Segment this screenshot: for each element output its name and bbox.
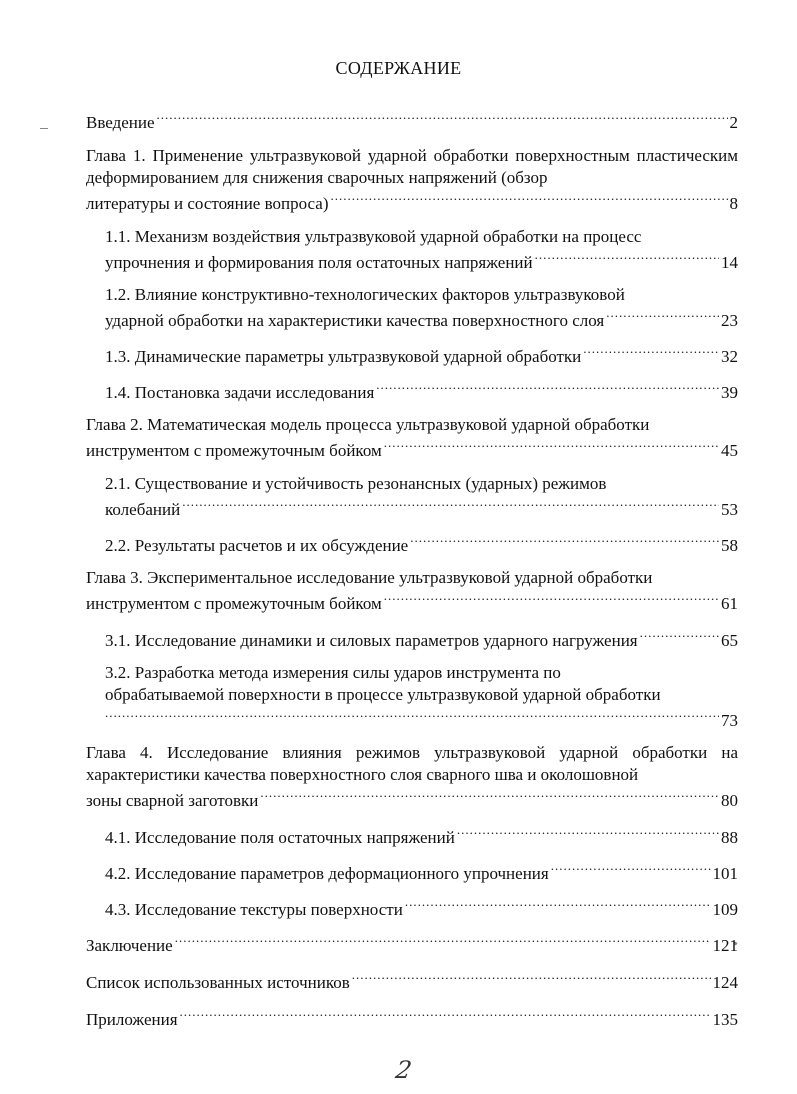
toc-page-number: 65 (721, 631, 738, 650)
toc-page-number: 53 (721, 500, 738, 519)
handwritten-page-number: 2 (393, 1056, 414, 1084)
toc-entry-text: 2.1. Существование и устойчивость резонансных (ударных) режимов (105, 474, 607, 493)
dot-leader (105, 706, 719, 726)
toc-entry-line (86, 589, 738, 615)
toc-item[interactable] (86, 108, 738, 134)
toc-entry-line (105, 895, 738, 921)
toc-subsection[interactable] (86, 895, 738, 921)
toc-subsection[interactable] (86, 823, 738, 849)
toc-entry-title: ударной обработки на характеристики качества поверхностного слоя (105, 311, 605, 330)
dot-leader (583, 342, 719, 362)
dot-leader (551, 859, 711, 879)
toc-entry-title: Заключение (86, 936, 173, 955)
dot-leader (606, 306, 719, 326)
scan-mark (40, 128, 48, 129)
toc-page-number: 14 (721, 253, 738, 272)
toc-entry-line (105, 531, 738, 557)
toc-page-number: 23 (721, 311, 738, 330)
toc-entry-line (86, 931, 738, 957)
toc-page-number: 2 (729, 113, 738, 132)
dot-leader (376, 378, 719, 398)
toc-page-number: 101 (712, 864, 738, 883)
dot-leader (260, 786, 719, 806)
toc-chapter[interactable] (86, 567, 738, 615)
dot-leader (175, 931, 711, 951)
toc-entry-line (105, 823, 738, 849)
toc-subsection[interactable] (86, 284, 738, 332)
toc-entry-text: обрабатываемой поверхности в процессе ультразвуковой ударной обработки (105, 685, 661, 704)
toc-entry-line (105, 626, 738, 652)
toc-entry-line (105, 306, 738, 332)
toc-page-number: 109 (712, 900, 738, 919)
toc-entry-title: инструментом с промежуточным бойком (86, 441, 382, 460)
toc-entry-text: Глава 4. Исследование влияния режимов ультразвуковой ударной обработки на характеристики качества поверхностного слоя сварного шва и околошовной (86, 743, 738, 784)
toc-subsection[interactable] (86, 626, 738, 652)
toc-entry-line (105, 859, 738, 885)
dot-leader (157, 108, 728, 128)
dot-leader (410, 531, 719, 551)
toc-subsection[interactable] (86, 859, 738, 885)
toc-page-number: 88 (721, 828, 738, 847)
toc-page-number: 58 (721, 536, 738, 555)
toc-entry-title: 1.3. Динамические параметры ультразвуковой ударной обработки (105, 347, 582, 366)
toc-entry-title: Введение (86, 113, 155, 132)
toc-item[interactable] (86, 931, 738, 957)
toc-page-number: 135 (712, 1010, 738, 1029)
toc-subsection[interactable] (86, 342, 738, 368)
toc-entry-line (105, 706, 738, 732)
toc-subsection[interactable] (86, 226, 738, 274)
toc-item[interactable] (86, 968, 738, 994)
toc-entry-text: 3.2. Разработка метода измерения силы ударов инструмента по (105, 663, 561, 682)
toc-entry-title: колебаний (105, 500, 181, 519)
page-title: СОДЕРЖАНИЕ (335, 58, 462, 78)
toc-page-number: 39 (721, 383, 738, 402)
toc-entry-title: 4.2. Исследование параметров деформационного упрочнения (105, 864, 549, 883)
toc-entry-title: инструментом с промежуточным бойком (86, 594, 382, 613)
toc-entry-line (86, 786, 738, 812)
toc-item[interactable] (86, 1005, 738, 1031)
toc-entry-title: литературы и состояние вопроса) (86, 194, 329, 213)
toc-chapter[interactable] (86, 742, 738, 812)
toc-entry-text: 1.2. Влияние конструктивно-технологических факторов ультразвуковой (105, 285, 625, 304)
toc-chapter[interactable] (86, 145, 738, 215)
dot-leader (384, 436, 719, 456)
toc-page-number: 8 (729, 194, 738, 213)
dot-leader (384, 589, 719, 609)
toc-entry-line (105, 342, 738, 368)
toc-entry-text: 1.1. Механизм воздействия ультразвуковой ударной обработки на процесс (105, 227, 642, 246)
toc-entry-line (105, 495, 738, 521)
toc-entry-text: Глава 3. Экспериментальное исследование ультразвуковой ударной обработки (86, 568, 653, 587)
dot-leader (182, 495, 719, 515)
toc-subsection[interactable] (86, 531, 738, 557)
toc-entry-line (105, 378, 738, 404)
dot-leader (180, 1005, 711, 1025)
toc-page-number: 124 (712, 973, 738, 992)
toc-page-number: 121 (712, 936, 738, 955)
toc-subsection[interactable] (86, 378, 738, 404)
toc-entry-title: 4.3. Исследование текстуры поверхности (105, 900, 403, 919)
toc-chapter[interactable] (86, 414, 738, 462)
dot-leader (535, 248, 719, 268)
toc-entry-title: 1.4. Постановка задачи исследования (105, 383, 375, 402)
toc-entry-title: 4.1. Исследование поля остаточных напряжений (105, 828, 455, 847)
toc-entry-title: 2.2. Результаты расчетов и их обсуждение (105, 536, 409, 555)
toc-entry-title: Список использованных источников (86, 973, 350, 992)
toc-entry-line (86, 968, 738, 994)
toc-entry-title: упрочнения и формирования поля остаточных напряжений (105, 253, 533, 272)
toc-entry-line (86, 436, 738, 462)
toc-subsection[interactable] (86, 473, 738, 521)
dot-leader (352, 968, 711, 988)
dot-leader (405, 895, 711, 915)
toc-entry-line (105, 248, 738, 274)
toc-page-number: 32 (721, 347, 738, 366)
toc-entry-line (86, 108, 738, 134)
toc-entry-title: 3.1. Исследование динамики и силовых параметров ударного нагружения (105, 631, 638, 650)
dot-leader (330, 189, 727, 209)
toc-entry-line (86, 1005, 738, 1031)
toc-entry-title: Приложения (86, 1010, 178, 1029)
table-of-contents (86, 108, 738, 1042)
dot-leader (457, 823, 719, 843)
toc-subsection[interactable] (86, 662, 738, 732)
toc-page-number: 45 (721, 441, 738, 460)
toc-page-number: 61 (721, 594, 738, 613)
toc-page-number: 80 (721, 791, 738, 810)
toc-entry-title: зоны сварной заготовки (86, 791, 259, 810)
dot-leader (640, 626, 719, 646)
toc-entry-text: Глава 2. Математическая модель процесса ультразвуковой ударной обработки (86, 415, 650, 434)
toc-page-number: 73 (721, 711, 738, 730)
toc-entry-line (86, 189, 738, 215)
toc-entry-text: Глава 1. Применение ультразвуковой ударной обработки поверхностным пластическим деформированием для снижения сварочных напряжений (обзор (86, 146, 738, 187)
